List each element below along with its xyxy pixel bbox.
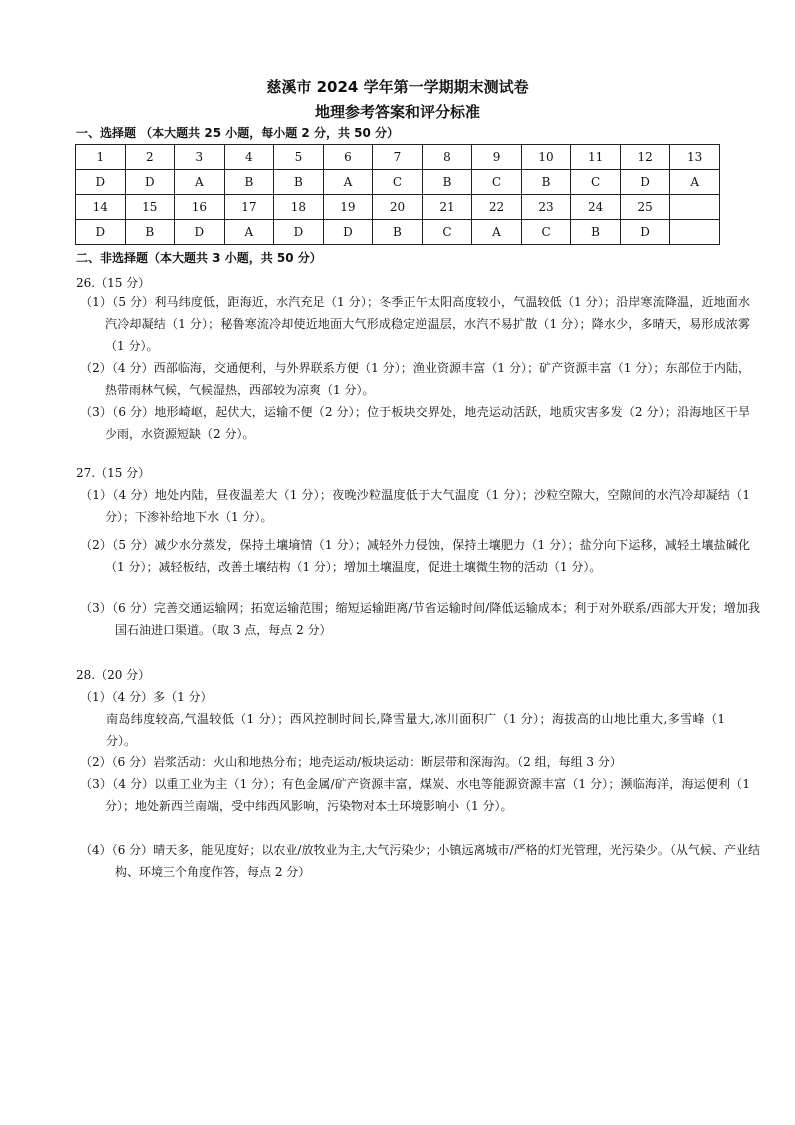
q28-part2: （2）（6 分）岩浆活动：火山和地热分布；地壳运动/板块运动：断层带和深海沟。（2 组，每组 3 分）	[80, 755, 622, 769]
q27-part2: （2）（5 分）减少水分蒸发，保持土壤墒情（1 分）；减轻外力侵蚀，保持土壤肥力（1 分）；盐分向下运移，减轻土壤盐碱化（1 分）；减轻板结，改善土壤结构（1 分）；增加土壤温度，促进土壤微生物的活动（1 分）。	[80, 538, 750, 574]
answer-cell: D	[125, 170, 175, 195]
answer-cell: B	[422, 170, 472, 195]
answer-cell: D	[620, 170, 670, 195]
answer-table-row	[76, 170, 720, 195]
answer-cell: A	[472, 220, 522, 245]
q27-heading: 27.（15 分）	[76, 466, 151, 480]
answer-cell: C	[373, 170, 423, 195]
question-number-cell: 14	[76, 195, 126, 220]
page-subtitle: 地理参考答案和评分标准	[314, 103, 480, 121]
q28-part1-body: 南岛纬度较高,气温较低（1 分）；西风控制时间长,降雪量大,冰川面积广（1 分）；海拔高的山地比重大,多雪峰（1 分）。	[106, 712, 725, 748]
question-number-cell: 1	[76, 145, 126, 170]
answer-table-row	[76, 220, 720, 245]
answer-table	[75, 144, 720, 245]
answer-cell: B	[125, 220, 175, 245]
q28-part3: （3）（4 分）以重工业为主（1 分）；有色金属/矿产资源丰富，煤炭、水电等能源资源丰富（1 分）；濒临海洋，海运便利（1 分）；地处新西兰南端，受中纬西风影响，污染物对本土环境影响小（1 分）。	[80, 777, 750, 813]
answer-cell: B	[224, 170, 274, 195]
answer-cell: A	[323, 170, 373, 195]
section-choice-heading: 一、选择题 （本大题共 25 小题，每小题 2 分，共 50 分）	[76, 126, 399, 140]
q28-part4: （4）（6 分）晴天多，能见度好；以农业/放牧业为主,大气污染少；小镇远离城市/严格的灯光管理，光污染少。（从气候、产业结构、环境三个角度作答，每点 2 分）	[80, 843, 760, 879]
question-number-cell: 12	[620, 145, 670, 170]
question-number-cell: 20	[373, 195, 423, 220]
answer-cell: C	[422, 220, 472, 245]
q28-part1-heading: （1）（4 分）多（1 分）	[80, 690, 213, 704]
question-number-cell: 21	[422, 195, 472, 220]
answer-cell: D	[76, 170, 126, 195]
answer-cell: B	[571, 220, 621, 245]
answer-cell: D	[620, 220, 670, 245]
answer-cell: A	[670, 170, 720, 195]
answer-table-row	[76, 195, 720, 220]
question-number-cell: 18	[274, 195, 324, 220]
question-number-cell: 3	[175, 145, 225, 170]
question-number-cell: 9	[472, 145, 522, 170]
question-number-cell: 16	[175, 195, 225, 220]
page-title: 慈溪市 2024 学年第一学期期末测试卷	[266, 78, 529, 96]
answer-cell: C	[521, 220, 571, 245]
answer-cell: D	[274, 220, 324, 245]
question-number-cell: 8	[422, 145, 472, 170]
answer-cell: A	[175, 170, 225, 195]
answer-cell	[670, 220, 720, 245]
answer-cell: A	[224, 220, 274, 245]
answer-table-row	[76, 145, 720, 170]
question-number-cell: 24	[571, 195, 621, 220]
answer-cell: C	[472, 170, 522, 195]
question-number-cell: 5	[274, 145, 324, 170]
answer-cell: B	[521, 170, 571, 195]
question-number-cell	[670, 195, 720, 220]
q27-part1: （1）（4 分）地处内陆，昼夜温差大（1 分）；夜晚沙粒温度低于大气温度（1 分）；沙粒空隙大，空隙间的水汽冷却凝结（1 分）；下渗补给地下水（1 分）。	[80, 488, 750, 524]
answer-cell: C	[571, 170, 621, 195]
q26-part2: （2）（4 分）西部临海，交通便利，与外界联系方便（1 分）；渔业资源丰富（1 分）；矿产资源丰富（1 分）；东部位于内陆，热带雨林气候，气候湿热，西部较为凉爽（1 分）。	[80, 361, 750, 397]
q26-part1: （1）（5 分）利马纬度低，距海近，水汽充足（1 分）；冬季正午太阳高度较小，气温较低（1 分）；沿岸寒流降温，近地面水汽冷却凝结（1 分）；秘鲁寒流冷却使近地面大气形成稳定逆温层，水汽不易扩散（1 分）；降水少，多晴天，易形成浓雾（1 分）。	[80, 295, 750, 353]
answer-cell: D	[175, 220, 225, 245]
answer-cell: D	[76, 220, 126, 245]
q27-part3: （3）（6 分）完善交通运输网；拓宽运输范围；缩短运输距离/节省运输时间/降低运输成本；利于对外联系/西部大开发；增加我国石油进口渠道。（取 3 点，每点 2 分）	[80, 601, 760, 637]
question-number-cell: 11	[571, 145, 621, 170]
section-nonchoice-heading: 二、非选择题（本大题共 3 小题，共 50 分）	[76, 251, 322, 265]
question-number-cell: 15	[125, 195, 175, 220]
question-number-cell: 13	[670, 145, 720, 170]
q28-heading: 28.（20 分）	[76, 668, 151, 682]
answer-cell: B	[373, 220, 423, 245]
question-number-cell: 6	[323, 145, 373, 170]
q26-part3: （3）（6 分）地形崎岖，起伏大，运输不便（2 分）；位于板块交界处，地壳运动活跃，地质灾害多发（2 分）；沿海地区干旱少雨，水资源短缺（2 分）。	[80, 405, 750, 441]
question-number-cell: 4	[224, 145, 274, 170]
answer-cell: D	[323, 220, 373, 245]
question-number-cell: 22	[472, 195, 522, 220]
question-number-cell: 10	[521, 145, 571, 170]
question-number-cell: 25	[620, 195, 670, 220]
question-number-cell: 23	[521, 195, 571, 220]
q26-heading: 26.（15 分）	[76, 276, 151, 290]
question-number-cell: 19	[323, 195, 373, 220]
question-number-cell: 17	[224, 195, 274, 220]
question-number-cell: 2	[125, 145, 175, 170]
answer-cell: B	[274, 170, 324, 195]
question-number-cell: 7	[373, 145, 423, 170]
